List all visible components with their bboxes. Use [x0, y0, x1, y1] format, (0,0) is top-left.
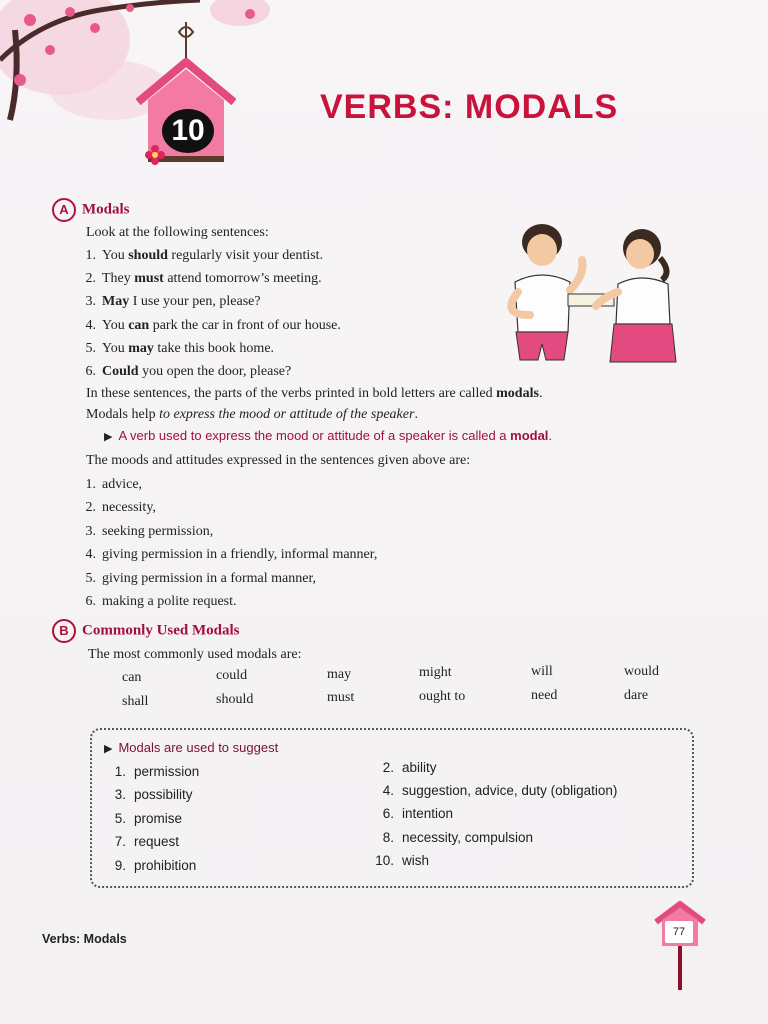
- modal-word: should: [216, 692, 254, 707]
- children-illustration: [490, 220, 690, 370]
- box-item: 1. permission: [114, 764, 200, 779]
- section-a-title: Modals: [82, 201, 130, 218]
- section-a-letter: A: [52, 198, 76, 222]
- box-right-list: [366, 760, 617, 876]
- modal-word: can: [122, 670, 142, 685]
- paragraph-modals: In these sentences, the parts of the verbs printed in bold letters are called modals.: [86, 386, 543, 401]
- modal-word: would: [624, 664, 659, 679]
- triangle-bullet-icon: ▶: [104, 431, 113, 443]
- moods-intro: The moods and attitudes expressed in the sentences given above are:: [86, 453, 471, 468]
- box-item: 8. necessity, compulsion: [382, 829, 534, 845]
- modal-word: might: [419, 665, 452, 680]
- box-item: 6. intention: [382, 806, 454, 822]
- mood-item: 6. making a polite request.: [85, 593, 237, 609]
- section-b-intro: The most commonly used modals are:: [88, 647, 302, 662]
- page-house-icon: [654, 900, 706, 990]
- box-item: 3. possibility: [114, 787, 193, 803]
- mood-item: 1. advice,: [85, 477, 143, 492]
- mood-item: 3. seeking permission,: [85, 523, 214, 539]
- modal-word: may: [327, 667, 352, 682]
- modal-word: will: [531, 664, 553, 679]
- box-item: 7. request: [114, 834, 180, 850]
- sentence-item: 1. You should regularly visit your dentist.: [85, 248, 324, 263]
- moods-list: [72, 476, 377, 616]
- box-left-list: [104, 764, 199, 881]
- definition-note: ▶ A verb used to express the mood or attitude of a speaker is called a modal.: [104, 428, 553, 443]
- sentence-item: 3. May I use your pen, please?: [85, 294, 261, 310]
- box-item: 9. prohibition: [114, 857, 197, 873]
- sentence-item: 2. They must attend tomorrow’s meeting.: [85, 271, 322, 287]
- modal-word: could: [216, 668, 248, 683]
- chapter-number: 10: [162, 109, 214, 153]
- box-item: 2. ability: [382, 760, 437, 775]
- sentence-list: [72, 247, 341, 386]
- section-a-intro: Look at the following sentences:: [86, 225, 269, 240]
- modal-word: must: [327, 690, 355, 705]
- triangle-bullet-icon: ▶: [104, 743, 113, 755]
- box-heading: ▶ Modals are used to suggest: [104, 740, 279, 755]
- box-item: 5. promise: [114, 810, 183, 826]
- mood-item: 4. giving permission in a friendly, informal manner,: [85, 547, 378, 563]
- section-b-letter: B: [52, 619, 76, 643]
- paragraph-modals-help: Modals help to express the mood or attitude of the speaker.: [86, 407, 418, 422]
- modal-word: need: [531, 688, 558, 703]
- modal-word: ought to: [419, 689, 466, 704]
- section-b-heading: [52, 619, 240, 643]
- mood-item: 2. necessity,: [85, 500, 156, 516]
- box-item: 4. suggestion, advice, duty (obligation): [382, 783, 618, 799]
- section-a-heading: [52, 198, 130, 222]
- modal-word: dare: [624, 688, 649, 703]
- modal-word: shall: [122, 694, 149, 709]
- section-b-title: Commonly Used Modals: [82, 622, 240, 639]
- box-item: 10. wish: [375, 852, 430, 868]
- mood-item: 5. giving permission in a formal manner,: [85, 570, 317, 586]
- flower-icon: [144, 144, 166, 166]
- chapter-title: VERBS: MODALS: [320, 88, 619, 126]
- sentence-item: 4. You can park the car in front of our house.: [85, 317, 341, 333]
- sentence-item: 6. Could you open the door, please?: [85, 363, 292, 379]
- page-number: 77: [665, 921, 693, 943]
- sentence-item: 5. You may take this book home.: [85, 340, 275, 356]
- footer-chapter-name: Verbs: Modals: [42, 932, 127, 946]
